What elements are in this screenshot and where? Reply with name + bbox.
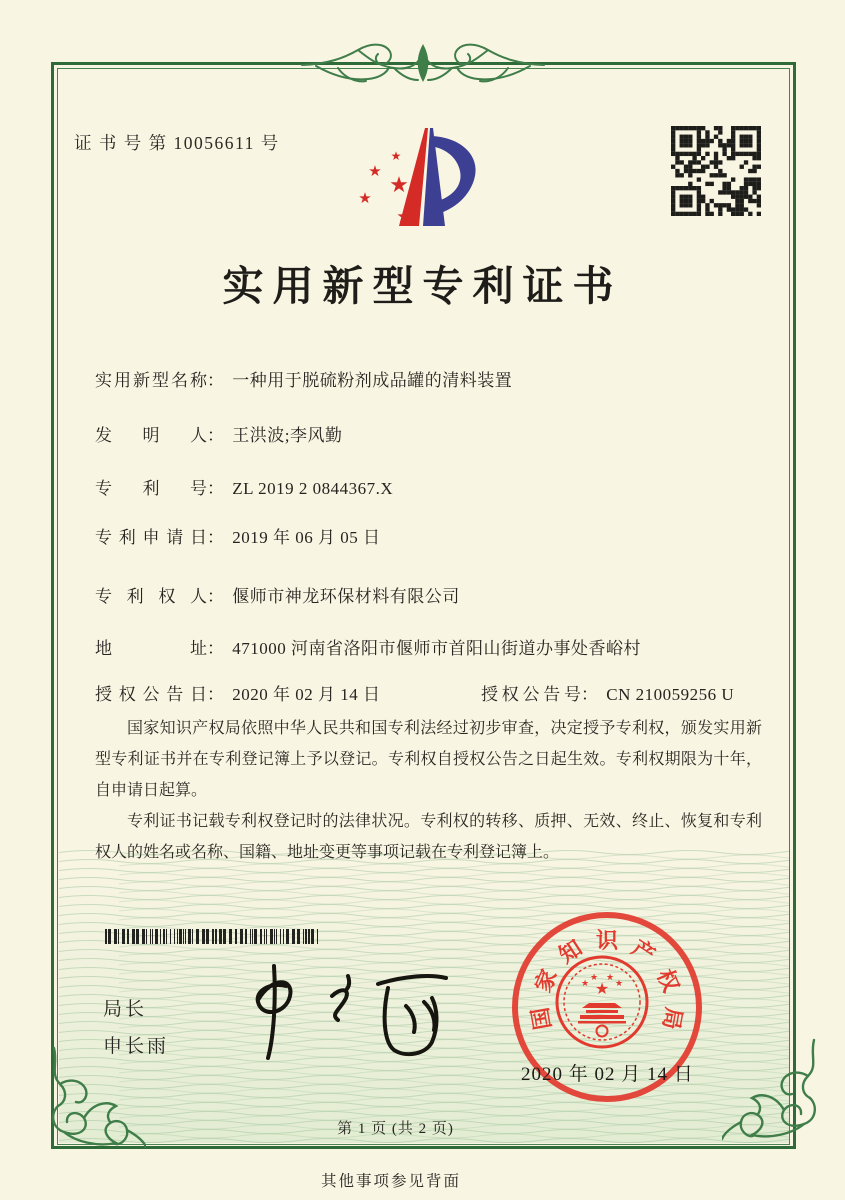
svg-text:★: ★ [605, 972, 615, 982]
svg-text:★: ★ [594, 981, 610, 998]
svg-text:★: ★ [390, 149, 402, 163]
field-label: 专利权人 [95, 587, 207, 606]
field-value: ZL 2019 2 0844367.X [232, 479, 394, 498]
grant-no-value: CN 210059256 U [606, 685, 735, 704]
grant-no-label: 授权公告号 [481, 685, 581, 704]
legal-text [95, 713, 762, 868]
field-value: 471000 河南省洛阳市偃师市首阳山街道办事处香峪村 [232, 639, 641, 658]
field-row-name [95, 370, 765, 392]
field-colon: ： [207, 426, 224, 445]
corner-scrollwork-ornament-right [722, 1038, 822, 1148]
field-row-patent-no [95, 478, 765, 500]
commissioner-title: 局长 [103, 999, 148, 1020]
field-label: 发明人 [95, 426, 207, 445]
field-colon: ： [207, 371, 224, 390]
svg-text:★: ★ [589, 972, 599, 982]
field-label: 专利申请日 [95, 528, 207, 547]
corner-scrollwork-ornament-left [46, 1046, 146, 1156]
seal-char: 国 [527, 1005, 556, 1032]
field-colon: ： [207, 479, 224, 498]
field-row-address [95, 638, 765, 660]
barcode [105, 929, 321, 944]
legal-paragraph-1: 国家知识产权局依照中华人民共和国专利法经过初步审查，决定授予专利权，颁发实用新型专利证书并在专利登记簿上予以登记。专利权自授权公告之日起生效。专利权期限为十年，自申请日起算。 [95, 720, 762, 799]
field-row-grant [95, 684, 765, 706]
seal-char: 产 [627, 934, 660, 968]
svg-text:★: ★ [358, 191, 372, 207]
svg-text:★: ★ [580, 978, 590, 988]
field-colon: ： [581, 685, 598, 704]
field-label: 地址 [95, 639, 207, 658]
qr-code [671, 126, 761, 216]
field-label: 实用新型名称 [95, 371, 207, 390]
svg-text:★: ★ [368, 164, 382, 180]
seal-char: 家 [530, 965, 562, 996]
svg-text:★: ★ [396, 207, 412, 226]
seal-date: 2020 年 02 月 14 日 [521, 1064, 694, 1085]
field-row-patentee [95, 586, 765, 608]
seal-char: 识 [595, 928, 618, 953]
field-value: 偃师市神龙环保材料有限公司 [232, 587, 460, 606]
field-value: 一种用于脱硫粉剂成品罐的清料装置 [232, 371, 513, 390]
cnipa-logo-icon [352, 122, 484, 232]
certificate-title: 实用新型专利证书 [222, 263, 623, 309]
field-colon: ： [207, 587, 224, 606]
field-colon: ： [207, 639, 224, 658]
commissioner-name: 申长雨 [103, 1036, 170, 1057]
national-emblem-icon [552, 952, 652, 1052]
seal-char: 局 [658, 1005, 687, 1032]
seal-char: 知 [554, 934, 587, 968]
certificate-number: 证 书 号 第 10056611 号 [74, 133, 280, 153]
page-number: 第 1 页 (共 2 页) [337, 1121, 454, 1137]
grant-date-value: 2020 年 02 月 14 日 [232, 685, 381, 704]
commissioner-signature [228, 958, 458, 1068]
seal-char: 权 [652, 965, 684, 996]
field-colon: ： [207, 528, 224, 547]
svg-text:★: ★ [389, 172, 409, 197]
back-side-note: 其他事项参见背面 [320, 1173, 461, 1190]
field-row-filing-date [95, 527, 765, 549]
legal-paragraph-2: 专利证书记载专利权登记时的法律状况。专利权的转移、质押、无效、终止、恢复和专利权人的姓名或名称、国籍、地址变更等事项记载在专利登记簿上。 [95, 813, 762, 861]
field-label: 专利号 [95, 479, 207, 498]
field-value: 2019 年 06 月 05 日 [232, 528, 381, 547]
grant-date-label: 授权公告日 [95, 685, 207, 704]
svg-text:★: ★ [614, 978, 624, 988]
field-value: 王洪波;李风勤 [232, 426, 343, 445]
field-row-inventor [95, 425, 765, 447]
top-scrollwork-ornament [298, 38, 548, 94]
field-colon: ： [207, 685, 224, 704]
